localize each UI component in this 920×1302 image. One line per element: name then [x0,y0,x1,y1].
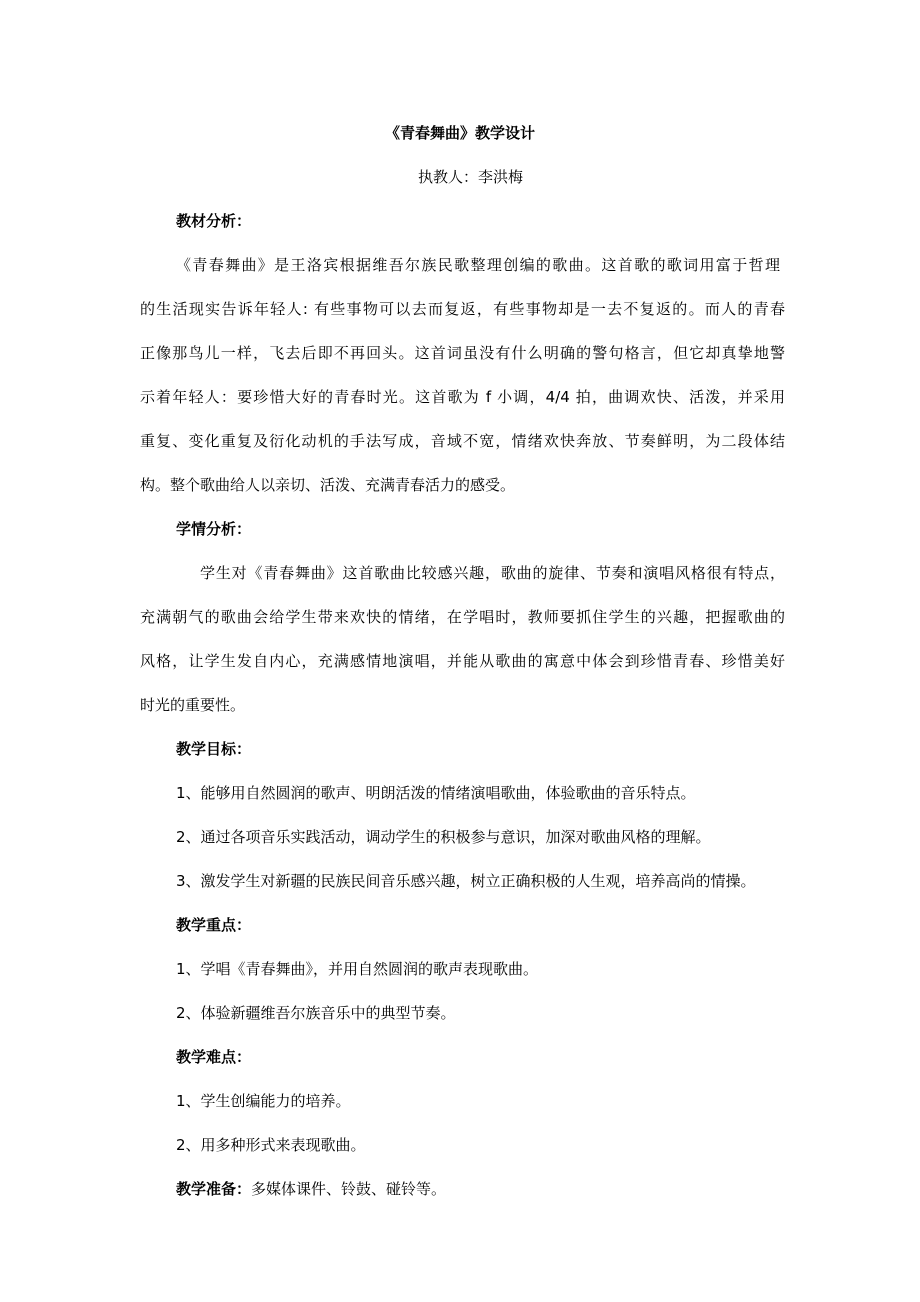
difficulties-heading: 教学难点： [176,1048,252,1066]
materials-line-5: 重复、变化重复及衍化动机的手法写成，音域不宽，情绪欢快奔放、节奏鲜明，为二段体结 [140,432,785,450]
key-point-item-2: 2、体验新疆维吾尔族音乐中的典型节奏。 [176,1004,456,1022]
materials-heading: 教材分析： [176,212,252,230]
key-point-item-1: 1、学唱《青春舞曲》，并用自然圆润的歌声表现歌曲。 [176,960,539,978]
goal-item-3: 3、激发学生对新疆的民族民间音乐感兴趣，树立正确积极的人生观，培养高尚的情操。 [176,872,756,890]
key-points-heading: 教学重点： [176,916,252,934]
materials-line-2: 的生活现实告诉年轻人: 有些事物可以去而复返，有些事物却是一去不复返的。而人的青春 [140,300,785,318]
preparation-text: 多媒体课件、铃鼓、碰铃等。 [251,1180,447,1198]
author-line: 执教人：李洪梅 [418,168,524,186]
students-line-3: 风格，让学生发自内心，充满感情地演唱，并能从歌曲的寓意中体会到珍惜青春、珍惜美好 [140,652,785,670]
materials-line-1: 《青春舞曲》是王洛宾根据维吾尔族民歌整理创编的歌曲。这首歌的歌词用富于哲理 [176,256,780,274]
students-heading: 学情分析： [176,520,252,538]
materials-line-3: 正像那鸟儿一样，飞去后即不再回头。这首词虽没有什么明确的警句格言，但它却真挚地警 [140,344,785,362]
students-line-1: 学生对《青春舞曲》这首歌曲比较感兴趣，歌曲的旋律、节奏和演唱风格很有特点， [200,564,785,582]
document-title: 《青春舞曲》教学设计 [384,124,535,142]
difficulty-item-2: 2、用多种形式来表现歌曲。 [176,1136,366,1154]
students-line-2: 充满朝气的歌曲会给学生带来欢快的情绪，在学唱时，教师要抓住学生的兴趣，把握歌曲的 [140,608,785,626]
goal-item-1: 1、能够用自然圆润的歌声、明朗活泼的情绪演唱歌曲，体验歌曲的音乐特点。 [176,784,696,802]
students-line-4: 时光的重要性。 [140,696,246,714]
materials-line-6: 构。整个歌曲给人以亲切、活泼、充满青春活力的感受。 [140,476,516,494]
preparation-line [176,1178,821,1200]
difficulty-item-1: 1、学生创编能力的培养。 [176,1092,351,1110]
preparation-heading: 教学准备： [176,1180,252,1198]
goals-heading: 教学目标： [176,740,252,758]
goal-item-2: 2、通过各项音乐实践活动，调动学生的积极参与意识，加深对歌曲风格的理解。 [176,828,711,846]
materials-line-4: 示着年轻人：要珍惜大好的青春时光。这首歌为 f 小调，4/4 拍，曲调欢快、活泼，并采用 [140,388,785,406]
